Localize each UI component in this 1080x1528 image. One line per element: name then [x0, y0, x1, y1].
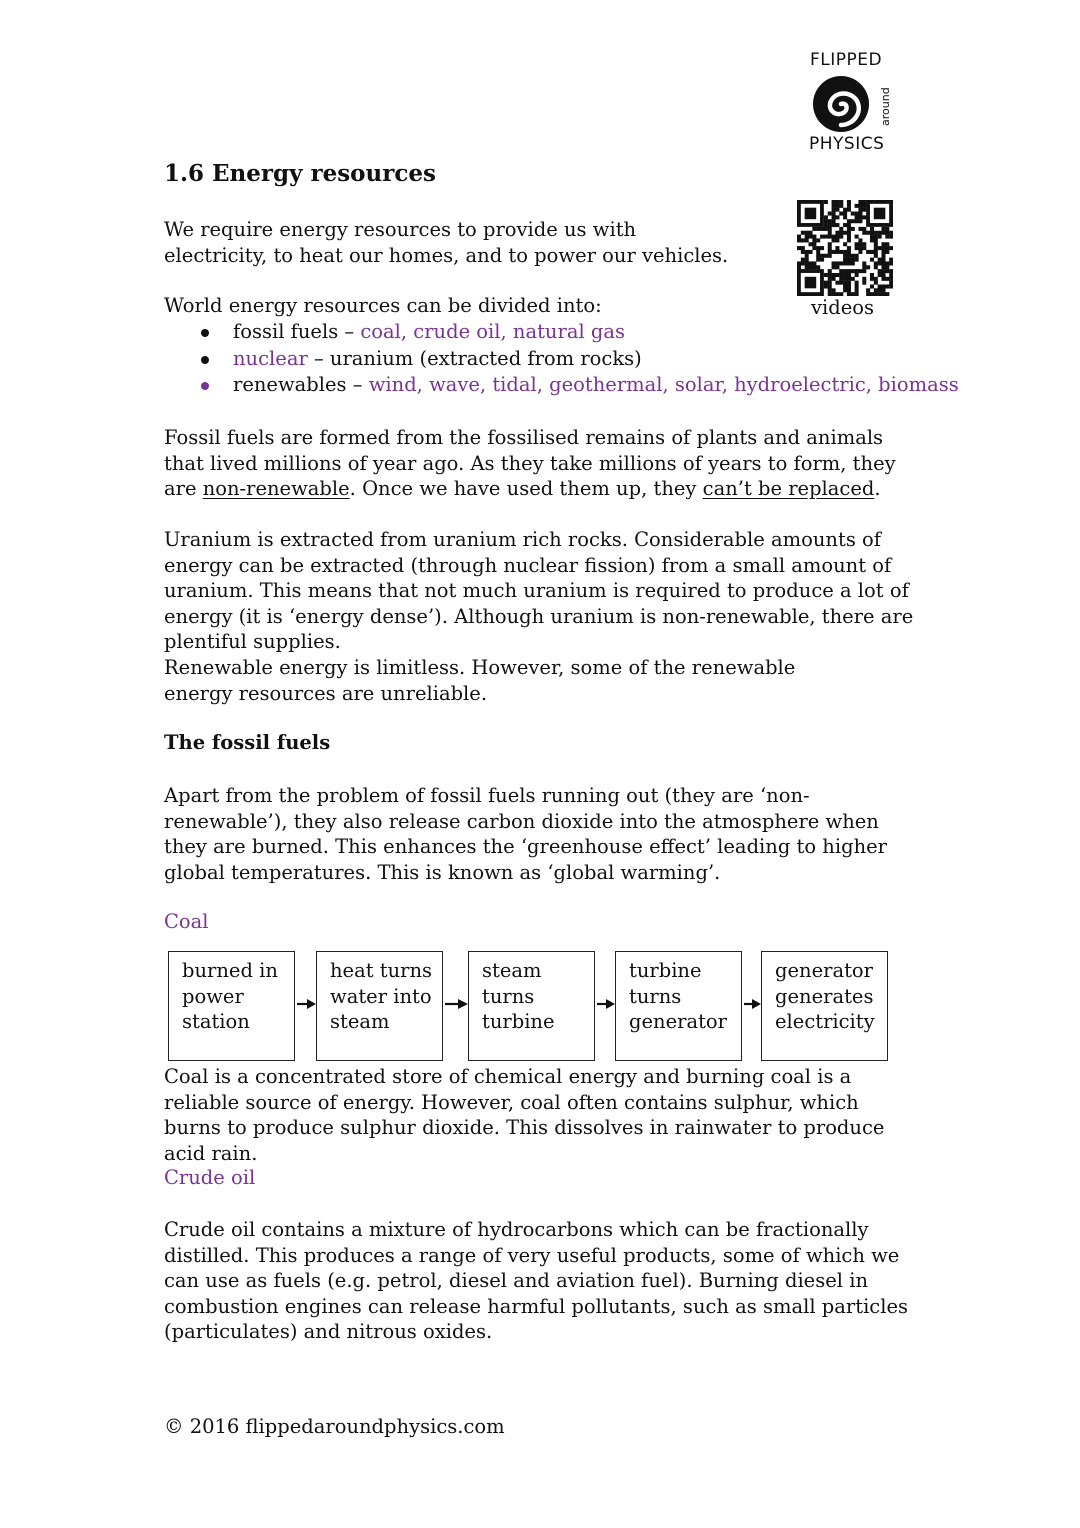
- spiral-logo-icon: [810, 74, 872, 134]
- arrow-right-icon: [297, 998, 316, 1010]
- qr-caption: videos: [811, 296, 875, 319]
- coal-heading: Coal: [164, 910, 209, 933]
- fossil-fuels-heading: The fossil fuels: [164, 731, 331, 754]
- fossil-paragraph: Fossil fuels are formed from the fossilised remains of plants and animals that lived millions of year ago. As they take millions of years to form, they are non-renewable. Once we have used them up, they can’t be replaced.: [164, 426, 896, 501]
- bullet-icon: [201, 329, 209, 337]
- flow-box-generator: generator generates electricity: [761, 951, 888, 1061]
- arrow-right-icon: [597, 998, 615, 1010]
- page-title: 1.6 Energy resources: [164, 160, 436, 187]
- bullet-icon: [201, 356, 209, 364]
- coal-paragraph: Coal is a concentrated store of chemical energy and burning coal is a reliable source of energy. However, coal often contains sulphur, which burns to produce sulphur dioxide. This dissolves in rainwater to produce acid rain.: [164, 1065, 885, 1165]
- flow-box-turbine: turbine turns generator: [615, 951, 742, 1061]
- arrow-right-icon: [744, 998, 761, 1010]
- fossil-examples: coal, crude oil, natural gas: [360, 320, 625, 343]
- bullet-icon: [201, 382, 209, 390]
- nuclear-label: nuclear: [233, 346, 308, 370]
- resources-intro: World energy resources can be divided into:: [164, 294, 602, 317]
- cant-be-replaced-term: can’t be replaced: [702, 477, 875, 501]
- fossil-problem-paragraph: Apart from the problem of fossil fuels running out (they are ‘non-renewable’), they also release carbon dioxide into the atmosphere when they are burned. This enhances the ‘greenhouse effect’ leading to higher global temperatures. This is known as ‘global warming’.: [164, 784, 887, 884]
- intro-paragraph: We require energy resources to provide us with electricity, to heat our homes, and to power our vehicles.: [164, 218, 729, 267]
- flow-box-heat: heat turns water into steam: [316, 951, 443, 1061]
- logo-text-around: around: [879, 87, 892, 126]
- footer-copyright: © 2016 flippedaroundphysics.com: [164, 1415, 505, 1438]
- list-item-nuclear: nuclear – uranium (extracted from rocks): [164, 346, 964, 373]
- uranium-paragraph: Uranium is extracted from uranium rich rocks. Considerable amounts of energy can be extracted (through nuclear fission) from a small amount of uranium. This means that not much uranium is required to produce a lot of energy (it is ‘energy dense’). Although uranium is non-renewable, there are plentiful supplies.: [164, 528, 914, 654]
- flow-box-steam: steam turns turbine: [468, 951, 595, 1061]
- flow-box-burned: burned in power station: [168, 951, 295, 1061]
- arrow-right-icon: [445, 998, 468, 1010]
- logo-text-physics: PHYSICS: [809, 134, 885, 154]
- qr-code-icon[interactable]: [797, 200, 893, 296]
- list-item-renewables: renewables – wind, wave, tidal, geothermal, solar, hydroelectric, biomass: [164, 372, 964, 399]
- resources-list: [164, 319, 964, 399]
- non-renewable-term: non-renewable: [202, 477, 350, 501]
- renewable-paragraph: Renewable energy is limitless. However, some of the renewable energy resources are unreliable.: [164, 656, 796, 705]
- logo-text-flipped: FLIPPED: [810, 50, 883, 70]
- renewable-examples: wind, wave, tidal, geothermal, solar, hydroelectric, biomass: [368, 373, 959, 397]
- crude-oil-heading: Crude oil: [164, 1166, 256, 1189]
- list-item-fossil: fossil fuels – coal, crude oil, natural gas: [164, 319, 964, 346]
- crude-oil-paragraph: Crude oil contains a mixture of hydrocarbons which can be fractionally distilled. This produces a range of very useful products, some of which we can use as fuels (e.g. petrol, diesel and aviation fuel). Burning diesel in combustion engines can release harmful pollutants, such as small particles (particulates) and nitrous oxides.: [164, 1218, 909, 1344]
